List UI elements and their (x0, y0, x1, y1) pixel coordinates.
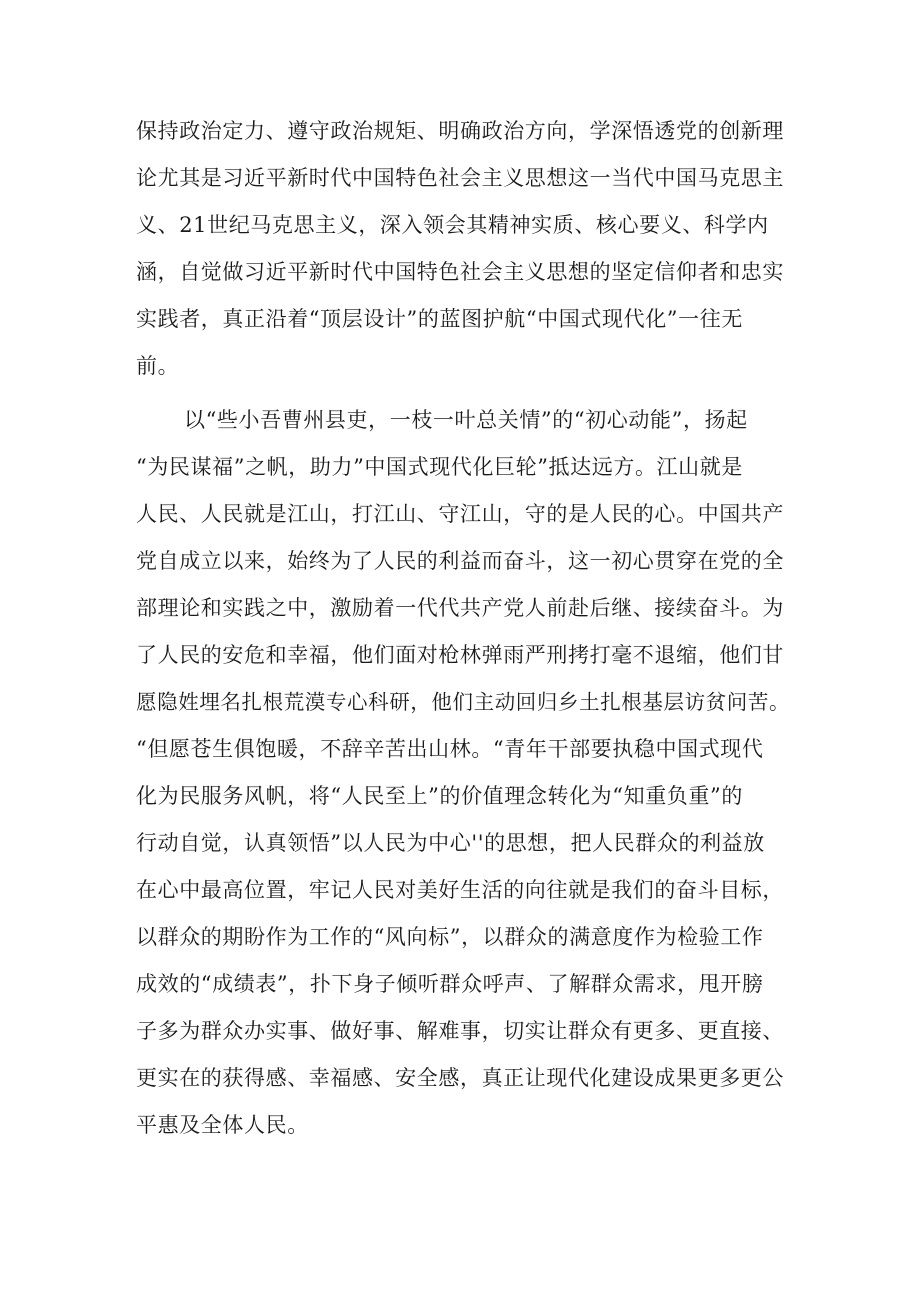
paragraph-line: 前。 (136, 354, 180, 378)
paragraph-1 (136, 108, 792, 390)
paragraph-line: 了人民的安危和幸福，他们面对枪林弹雨严刑拷打毫不退缩，他们甘 (136, 643, 784, 667)
paragraph-line: “但愿苍生俱饱暖，不辞辛苦出山林。“青年干部要执稳中国式现代 (136, 737, 764, 761)
paragraph-line: 子多为群众办实事、做好事、解难事，切实让群众有更多、更直接、 (136, 1019, 784, 1043)
paragraph-line: 成效的“成绩表”，扑下身子倾听群众呼声、了解群众需求，甩开膀 (136, 972, 764, 996)
paragraph-line: 以群众的期盼作为工作的“风向标”，以群众的满意度作为检验工作 (136, 925, 764, 949)
paragraph-line: 人民、人民就是江山，打江山、守江山，守的是人民的心。中国共产 (136, 502, 784, 526)
paragraph-line: “为民谋福”之帆，助力”中国式现代化巨轮”抵达远方。江山就是 (136, 455, 743, 479)
paragraph-line: 部理论和实践之中，激励着一代代共产党人前赴后继、接续奋斗。为 (136, 596, 784, 620)
paragraph-line: 更实在的获得感、幸福感、安全感，真正让现代化建设成果更多更公 (136, 1066, 784, 1090)
paragraph-line: 愿隐姓埋名扎根荒漠专心科研，他们主动回归乡土扎根基层访贫问苦。 (136, 690, 791, 714)
paragraph-2 (136, 397, 792, 1149)
paragraph-line: 保持政治定力、遵守政治规矩、明确政治方向，学深悟透党的创新理 (136, 119, 784, 143)
paragraph-line: 平惠及全体人民。 (136, 1113, 309, 1137)
paragraph-line: 在心中最高位置，牢记人民对美好生活的向往就是我们的奋斗目标， (136, 878, 784, 902)
paragraph-line: 实践者，真正沿着“顶层设计”的蓝图护航“中国式现代化”一往无 (136, 307, 743, 331)
paragraph-line: 涵，自觉做习近平新时代中国特色社会主义思想的坚定信仰者和忠实 (136, 260, 784, 284)
paragraph-line: 化为民服务风帆，将“人民至上”的价值理念转化为“知重负重”的 (136, 784, 743, 808)
paragraph-line: 义、21世纪马克思主义，深入领会其精神实质、核心要义、科学内 (136, 213, 769, 237)
paragraph-line: 行动自觉，认真领悟”以人民为中心''的思想，把人民群众的利益放 (136, 831, 765, 855)
paragraph-line: 论尤其是习近平新时代中国特色社会主义思想这一当代中国马克思主 (136, 166, 784, 190)
paragraph-line: 党自成立以来，始终为了人民的利益而奋斗，这一初心贯穿在党的全 (136, 549, 784, 573)
paragraph-first-line: 以“些小吾曹州县吏，一枝一叶总关情”的“初心动能”，扬起 (184, 408, 748, 432)
